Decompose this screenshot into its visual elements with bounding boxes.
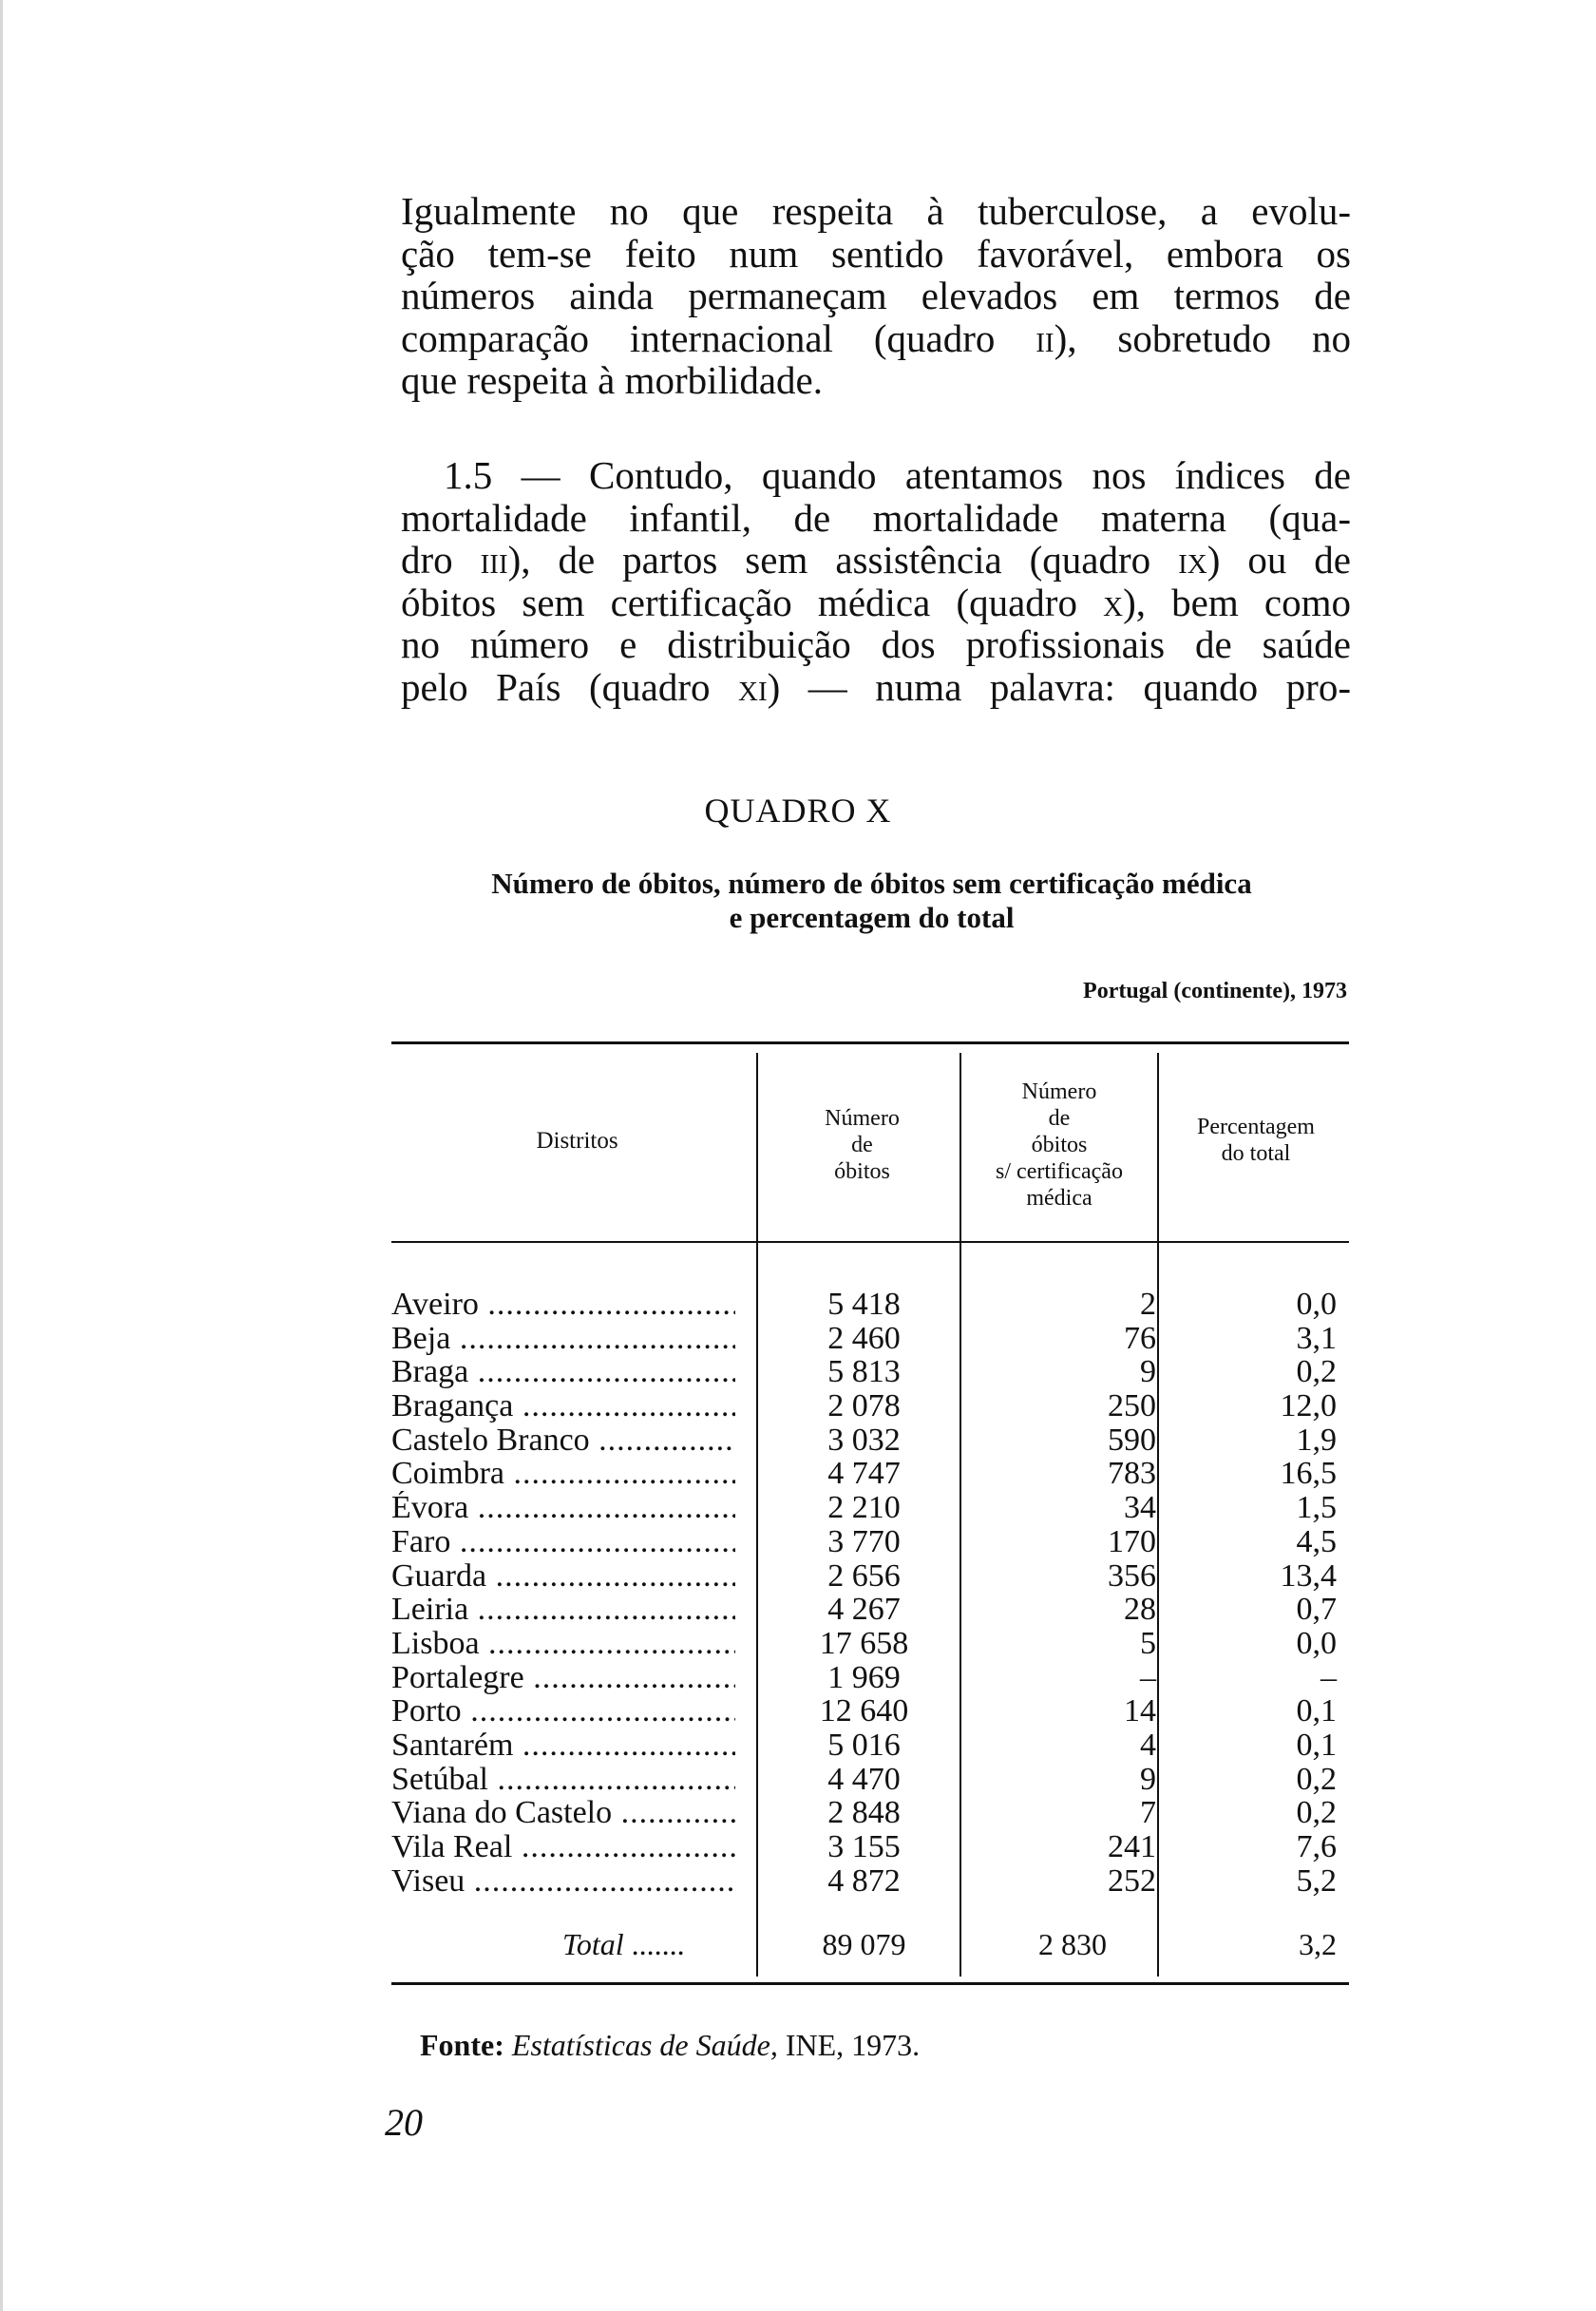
total-uncertified: 2 830	[1038, 1927, 1107, 1961]
table-row	[391, 1559, 1341, 1594]
deaths-value: 5 418	[827, 1287, 901, 1322]
uncertified-value: 4	[1140, 1727, 1156, 1763]
header-line: Número	[825, 1106, 900, 1131]
deaths-value: 4 267	[827, 1592, 901, 1628]
table-row	[391, 1423, 1341, 1458]
uncertified-value: 250	[1108, 1388, 1156, 1424]
header-line: de	[1048, 1106, 1071, 1131]
source-publisher: INE, 1973.	[785, 2028, 921, 2062]
deaths-value: 3 155	[827, 1829, 901, 1864]
header-districts: Distritos	[536, 1128, 618, 1154]
line-text: comparação internacional (quadro	[401, 315, 1036, 360]
table-row	[391, 1389, 1341, 1423]
header-line: de	[851, 1133, 873, 1157]
uncertified-value: 9	[1140, 1354, 1156, 1390]
deaths-value: 4 747	[827, 1456, 901, 1492]
deaths-value: 2 210	[827, 1490, 901, 1526]
table-reference: iii	[480, 538, 508, 582]
district-name: Viana do Castelo .....	[391, 1796, 735, 1830]
percent-value: 1,5	[1296, 1490, 1337, 1526]
table-row	[391, 1288, 1341, 1322]
table-row	[391, 1355, 1341, 1389]
uncertified-value: 356	[1108, 1557, 1156, 1594]
deaths-value: 4 872	[827, 1862, 901, 1899]
table-region-note: Portugal (continente), 1973	[1083, 979, 1347, 1003]
paragraph-line: que respeita à morbilidade.	[401, 358, 823, 402]
percent-value: 0,2	[1296, 1761, 1337, 1797]
percent-value: –	[1320, 1659, 1337, 1695]
caption-line: Número de óbitos, número de óbitos sem certificação médica	[491, 867, 1252, 900]
header-line: s/ certificação	[996, 1159, 1123, 1184]
district-name: Aveiro .....	[391, 1288, 735, 1322]
percent-value: 4,5	[1296, 1523, 1337, 1559]
table-row	[391, 1593, 1341, 1627]
uncertified-value: 76	[1124, 1320, 1156, 1356]
uncertified-value: 252	[1108, 1862, 1156, 1899]
header-line: óbitos	[834, 1159, 890, 1184]
uncertified-value: 14	[1124, 1693, 1156, 1729]
deaths-value: 2 656	[827, 1557, 901, 1594]
deaths-value: 3 032	[827, 1422, 901, 1458]
district-name: Guarda .....	[391, 1559, 735, 1594]
line-text: dro	[401, 538, 481, 582]
district-name: Faro .....	[391, 1525, 735, 1559]
district-name: Santarém .....	[391, 1728, 735, 1763]
table-row	[391, 1830, 1341, 1864]
header-uncertified-deaths	[960, 1079, 1159, 1212]
deaths-value: 3 770	[827, 1523, 901, 1559]
uncertified-value: 2	[1140, 1287, 1156, 1322]
deaths-value: 17 658	[819, 1625, 909, 1661]
header-percentage	[1161, 1114, 1351, 1167]
table-row	[391, 1864, 1341, 1899]
percent-value: 0,7	[1296, 1592, 1337, 1628]
line-text: ), bem como	[1123, 580, 1351, 624]
percent-value: 0,0	[1296, 1287, 1337, 1322]
total-deaths: 89 079	[822, 1927, 906, 1961]
district-name: Porto .....	[391, 1694, 735, 1728]
paragraph-line: no número e distribuição dos profissionais de saúde	[401, 622, 1351, 666]
uncertified-value: 34	[1124, 1490, 1156, 1526]
deaths-value: 5 016	[827, 1727, 901, 1763]
percent-value: 3,1	[1296, 1320, 1337, 1356]
district-name: Évora .....	[391, 1491, 735, 1525]
line-text: óbitos sem certificação médica (quadro	[401, 580, 1104, 624]
percent-value: 1,9	[1296, 1422, 1337, 1458]
percent-value: 0,2	[1296, 1795, 1337, 1831]
paragraph-line: mortalidade infantil, de mortalidade materna (qua-	[401, 495, 1351, 540]
table-reference: ii	[1036, 315, 1054, 360]
caption-line: e percentagem do total	[729, 901, 1015, 934]
uncertified-value: 7	[1140, 1795, 1156, 1831]
line-text: ), de partos sem assistência (quadro	[507, 538, 1179, 582]
paragraph-line: 1.5 — Contudo, quando atentamos nos índices de	[444, 453, 1351, 497]
header-line: do total	[1221, 1141, 1291, 1166]
paragraph-line: ção tem-se feito num sentido favorável, embora os	[401, 231, 1351, 276]
deaths-value: 1 969	[827, 1659, 901, 1695]
paragraph-line	[401, 582, 1351, 624]
table-row	[391, 1763, 1341, 1797]
total-label: Total .......	[562, 1925, 685, 1963]
uncertified-value: 590	[1108, 1422, 1156, 1458]
district-name: Setúbal .....	[391, 1763, 735, 1797]
percent-value: 0,2	[1296, 1354, 1337, 1390]
header-deaths	[760, 1105, 964, 1185]
uncertified-value: 170	[1108, 1523, 1156, 1559]
district-name: Castelo Branco .....	[391, 1423, 735, 1458]
header-line: médica	[1026, 1186, 1092, 1211]
line-text: ), sobretudo no	[1054, 315, 1352, 360]
percent-value: 0,1	[1296, 1727, 1337, 1763]
table-row	[391, 1627, 1341, 1661]
total-percent: 3,2	[1299, 1927, 1337, 1961]
table-row	[391, 1322, 1341, 1356]
percent-value: 0,0	[1296, 1625, 1337, 1661]
header-line: Percentagem	[1197, 1115, 1315, 1139]
table-reference: xi	[738, 664, 768, 709]
table-row	[391, 1796, 1341, 1830]
district-name: Viseu .....	[391, 1864, 735, 1899]
table-row	[391, 1491, 1341, 1525]
table-row	[391, 1728, 1341, 1763]
table-header-rule	[391, 1241, 1349, 1243]
table-body	[391, 1288, 1341, 1898]
percent-value: 13,4	[1280, 1557, 1337, 1594]
uncertified-value: –	[1140, 1659, 1156, 1695]
percent-value: 16,5	[1280, 1456, 1337, 1492]
uncertified-value: 28	[1124, 1592, 1156, 1628]
paragraph-line: números ainda permaneçam elevados em termos de	[401, 274, 1351, 317]
district-name: Braga .....	[391, 1355, 735, 1389]
uncertified-value: 783	[1108, 1456, 1156, 1492]
table-row	[391, 1661, 1341, 1695]
table-bottom-rule	[391, 1982, 1349, 1985]
paragraph-line	[401, 666, 1351, 709]
paragraph-tuberculosis	[401, 190, 1351, 402]
table-top-rule	[391, 1041, 1349, 1044]
table-row	[391, 1694, 1341, 1728]
table-source	[420, 2028, 920, 2063]
table-total-row	[391, 1925, 1341, 1963]
district-name: Portalegre .....	[391, 1661, 735, 1695]
page-edge-line	[0, 0, 3, 2311]
header-line: Número	[1021, 1079, 1097, 1104]
table-row	[391, 1457, 1341, 1491]
percent-value: 0,1	[1296, 1693, 1337, 1729]
deaths-value: 5 813	[827, 1354, 901, 1390]
district-name: Leiria .....	[391, 1593, 735, 1627]
district-name: Coimbra .....	[391, 1457, 735, 1491]
district-name: Bragança .....	[391, 1389, 735, 1423]
deaths-value: 2 078	[827, 1388, 901, 1424]
uncertified-value: 5	[1140, 1625, 1156, 1661]
source-label: Fonte:	[420, 2028, 504, 2062]
district-name: Beja .....	[391, 1322, 735, 1356]
paragraph-section-1-5	[401, 454, 1351, 708]
paragraph-line	[401, 539, 1351, 582]
percent-value: 5,2	[1296, 1862, 1337, 1899]
source-title: Estatísticas de Saúde,	[511, 2028, 778, 2062]
line-text: pelo País (quadro	[401, 664, 738, 709]
percent-value: 12,0	[1280, 1388, 1337, 1424]
district-name: Vila Real .....	[391, 1830, 735, 1864]
percent-value: 7,6	[1296, 1829, 1337, 1864]
table-reference: x	[1103, 580, 1124, 624]
header-line: óbitos	[1031, 1133, 1088, 1157]
deaths-value: 2 848	[827, 1795, 901, 1831]
district-name: Lisboa .....	[391, 1627, 735, 1661]
line-text: ) ou de	[1206, 538, 1351, 582]
page-number: 20	[385, 2101, 423, 2144]
paragraph-line: Igualmente no que respeita à tuberculose, a evolu-	[401, 189, 1351, 233]
table-caption	[390, 867, 1354, 935]
deaths-value: 2 460	[827, 1320, 901, 1356]
deaths-value: 4 470	[827, 1761, 901, 1797]
line-text: ) — numa palavra: quando pro-	[767, 664, 1351, 709]
uncertified-value: 241	[1108, 1829, 1156, 1864]
deaths-value: 12 640	[819, 1693, 909, 1729]
uncertified-value: 9	[1140, 1761, 1156, 1797]
paragraph-line	[401, 317, 1351, 360]
table-row	[391, 1525, 1341, 1559]
table-reference: ix	[1178, 538, 1207, 582]
table-title: QUADRO X	[704, 792, 892, 830]
